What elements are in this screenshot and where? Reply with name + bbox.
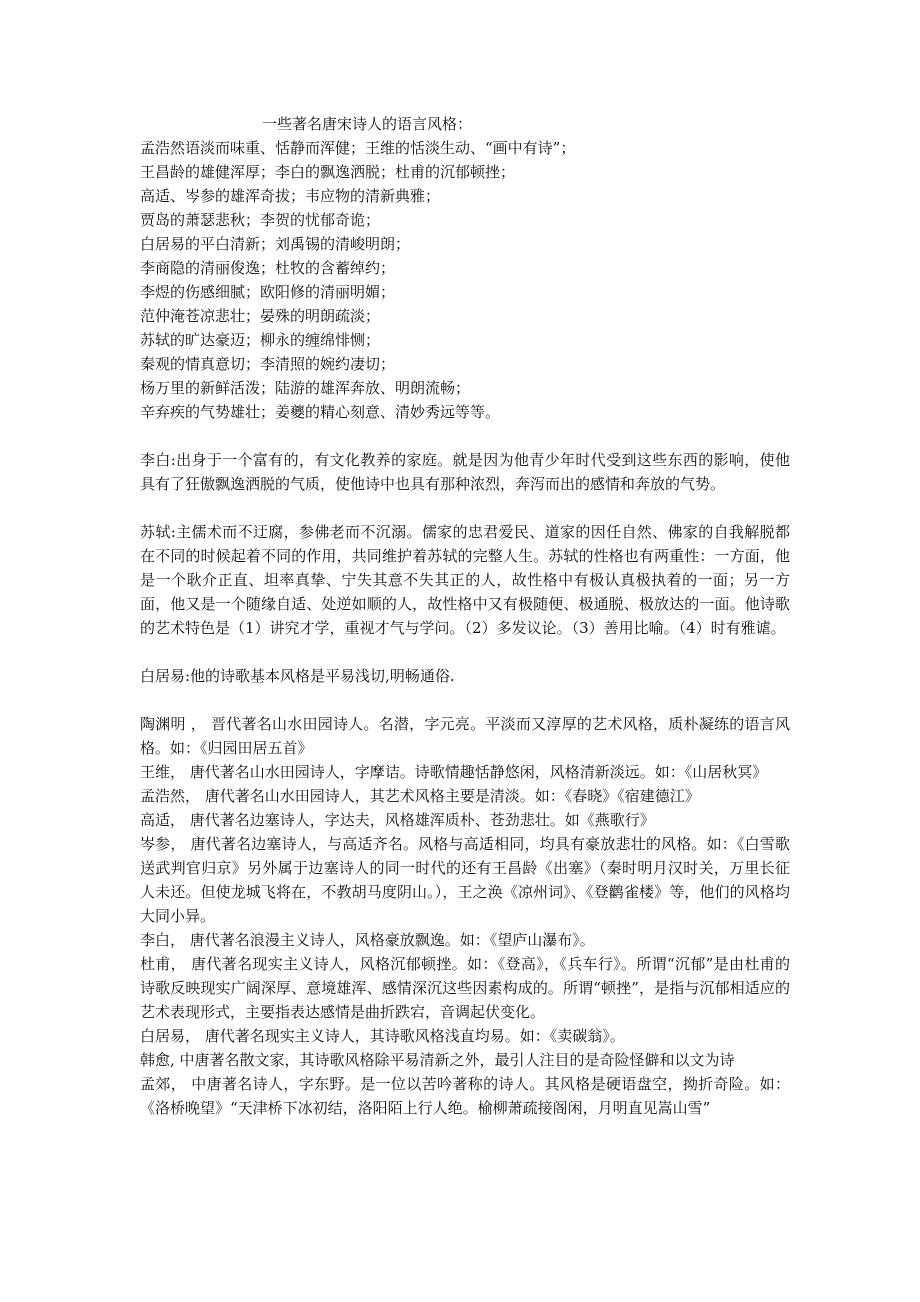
- style-line: 白居易的平白清新；刘禹锡的清峻明朗；: [140, 235, 411, 253]
- style-line: 贾岛的萧瑟悲秋；李贺的忧郁奇诡；: [140, 211, 381, 229]
- poet-entry: 高适， 唐代著名边塞诗人，字达夫，风格雄浑质朴、苍劲悲壮。如《燕歌行》: [140, 811, 655, 829]
- style-line: 高适、岑参的雄浑奇拔；韦应物的清新典雅；: [140, 187, 441, 205]
- paragraph-spacer: [140, 640, 790, 664]
- poet-entry: 陶渊明 ， 晋代著名山水田园诗人。名潜，字元亮。平淡而又淳厚的艺术风格，质朴凝练的语言风格。如：《归园田居五首》: [140, 715, 790, 757]
- style-line: 孟浩然语淡而味重、恬静而浑健；王维的恬淡生动、“画中有诗”；: [140, 139, 576, 157]
- style-line: 王昌龄的雄健浑厚；李白的飘逸洒脱；杜甫的沉郁顿挫；: [140, 163, 516, 181]
- style-line: 苏轼的旷达豪迈；柳永的缠绵悱恻；: [140, 331, 381, 349]
- poet-entry: 岑参， 唐代著名边塞诗人，与高适齐名。风格与高适相同，均具有豪放悲壮的风格。如：《白雪歌送武判官归京》另外属于边塞诗人的同一时代的还有王昌龄《出塞》（秦时明月汉时关，万里长征人未还。但使龙城飞将在，不教胡马度阴山。），王之涣《凉州词》、《登鹳雀楼》等，他们的风格均大同小异。: [140, 835, 790, 925]
- poet-entry: 李白， 唐代著名浪漫主义诗人，风格豪放飘逸。如：《望庐山瀑布》。: [140, 931, 595, 949]
- style-line: 范仲淹苍凉悲壮；晏殊的明朗疏淡；: [140, 307, 381, 325]
- poet-list: [140, 712, 790, 1120]
- style-line: 杨万里的新鲜活泼；陆游的雄浑奔放、明朗流畅；: [140, 379, 471, 397]
- paragraph-spacer: [140, 688, 790, 712]
- style-line: 李煜的伤感细腻；欧阳修的清丽明媚；: [140, 283, 396, 301]
- style-line: 辛弃疾的气势雄壮；姜夔的精心刻意、清妙秀远等等。: [140, 403, 501, 421]
- style-line: 秦观的情真意切；李清照的婉约凄切；: [140, 355, 396, 373]
- li-bai-paragraph: 李白:出身于一个富有的，有文化教养的家庭。就是因为他青少年时代受到这些东西的影响，使他具有了狂傲飘逸洒脱的气质，使他诗中也具有那种浓烈，奔泻而出的感情和奔放的气势。: [140, 451, 790, 493]
- su-shi-paragraph: 苏轼:主儒术而不迂腐，参佛老而不沉溺。儒家的忠君爱民、道家的因任自然、佛家的自我解脱都在不同的时候起着不同的作用，共同维护着苏轼的完整人生。苏轼的性格也有两重性：一方面，他是一个耿介正直、坦率真挚、宁失其意不失其正的人，故性格中有极认真极执着的一面；另一方面，他又是一个随缘自适、处逆如顺的人，故性格中又有极随便、极通脱、极放达的一面。他诗歌的艺术特色是（1）讲究才学，重视才气与学问。（2）多发议论。（3）善用比喻。（4）时有雅谑。: [140, 523, 790, 637]
- poet-entry: 杜甫， 唐代著名现实主义诗人，风格沉郁顿挫。如：《登高》，《兵车行》。所谓“沉郁”是由杜甫的诗歌反映现实广阔深厚、意境雄浑、感情深沉这些因素构成的。所谓“顿挫”，是指与沉郁相适应的艺术表现形式，主要指表达感情是曲折跌宕，音调起伏变化。: [140, 955, 790, 1021]
- style-list: [140, 136, 790, 424]
- style-line: 李商隐的清丽俊逸；杜牧的含蓄绰约；: [140, 259, 396, 277]
- paragraph-spacer: [140, 496, 790, 520]
- document-body: [140, 112, 790, 1120]
- document-title: 一些著名唐宋诗人的语言风格：: [262, 115, 473, 133]
- poet-entry: 孟浩然， 唐代著名山水田园诗人，其艺术风格主要是清淡。如：《春晓》《宿建德江》: [140, 787, 700, 805]
- poet-entry: 白居易， 唐代著名现实主义诗人，其诗歌风格浅直均易。如：《卖碳翁》。: [140, 1027, 625, 1045]
- poet-entry: 孟郊， 中唐著名诗人，字东野。是一位以苦吟著称的诗人。其风格是硬语盘空，拗折奇险。如：《洛桥晚望》“天津桥下冰初结，洛阳陌上行人绝。榆柳萧疏接阁闲，月明直见嵩山雪”: [140, 1075, 790, 1117]
- paragraph-spacer: [140, 424, 790, 448]
- poet-entry: 王维， 唐代著名山水田园诗人，字摩诘。诗歌情趣恬静悠闲，风格清新淡远。如：《山居秋冥》: [140, 763, 768, 781]
- poet-entry: 韩愈, 中唐著名散文家，其诗歌风格除平易清新之外，最引人注目的是奇险怪僻和以文为诗: [140, 1051, 735, 1069]
- bai-juyi-paragraph: 白居易:他的诗歌基本风格是平易浅切,明畅通俗.: [140, 667, 455, 685]
